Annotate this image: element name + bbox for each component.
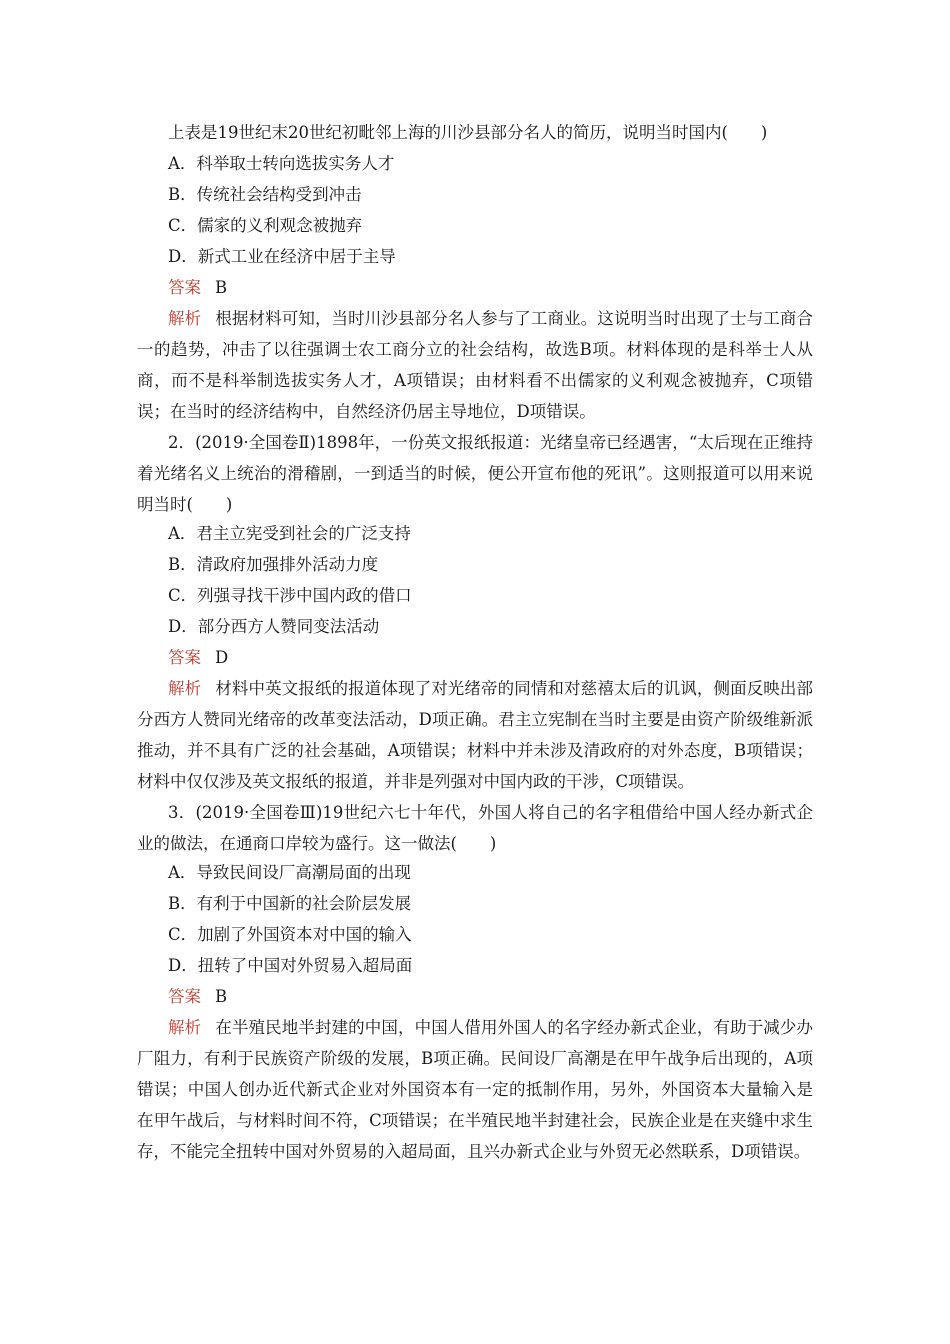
- option-a: A．科举取士转向选拔实务人才: [168, 154, 395, 173]
- analysis-paragraph: [137, 1012, 813, 1167]
- option-d: D．扭转了中国对外贸易入超局面: [168, 956, 413, 975]
- analysis-text: 在半殖民地半封建的中国，中国人借用外国人的名字经办新式企业，有助于减少办厂阻力，有利于民族资产阶级的发展，B项正确。民间设厂高潮是在甲午战争后出现的，A项错误；中国人创办近代新式企业对外国资本有一定的抵制作用，另外，外国资本大量输入是在甲午战后，与材料时间不符，C项错误；在半殖民地半封建社会，民族企业是在夹缝中求生存，不能完全扭转中国对外贸易的入超局面，且兴办新式企业与外贸无必然联系，D项错误。: [137, 1018, 814, 1161]
- option-c: C．儒家的义利观念被抛弃: [168, 216, 363, 235]
- answer-value: B: [215, 987, 228, 1006]
- answer-label: 答案: [168, 648, 201, 667]
- question-stem: 2．(2019·全国卷Ⅱ)1898年，一份英文报纸报道：光绪皇帝已经遇害，“太后现在正维持着光绪名义上统治的滑稽剧，一到适当的时候，便公开宣布他的死讯”。这则报道可以用来说明当时( ): [137, 433, 813, 514]
- option-c: C．列强寻找干涉中国内政的借口: [168, 586, 412, 605]
- analysis-paragraph: [137, 303, 813, 427]
- answer-value: D: [215, 648, 229, 667]
- answer-label: 答案: [168, 987, 201, 1006]
- analysis-text: 材料中英文报纸的报道体现了对光绪帝的同情和对慈禧太后的讥讽，侧面反映出部分西方人赞同光绪帝的改革变法活动，D项正确。君主立宪制在当时主要是由资产阶级维新派推动，并不具有广泛的社会基础，A项错误；材料中并未涉及清政府的对外态度，B项错误；材料中仅仅涉及英文报纸的报道，并非是列强对中国内政的干涉，C项错误。: [137, 679, 814, 791]
- option-b: B．传统社会结构受到冲击: [168, 185, 362, 204]
- question-stem: 3．(2019·全国卷Ⅲ)19世纪六七十年代，外国人将自己的名字租借给中国人经办新式企业的做法，在通商口岸较为盛行。这一做法( ): [137, 803, 813, 853]
- analysis-label: 解析: [168, 309, 202, 328]
- option-a: A．导致民间设厂高潮局面的出现: [168, 863, 411, 882]
- option-b: B．有利于中国新的社会阶层发展: [168, 894, 412, 913]
- option-b: B．清政府加强排外活动力度: [168, 555, 379, 574]
- question-stem: 上表是19世纪末20世纪初毗邻上海的川沙县部分名人的简历，说明当时国内( ): [168, 123, 768, 142]
- option-d: D．新式工业在经济中居于主导: [168, 247, 396, 266]
- answer-row: [168, 986, 227, 1008]
- option-c: C．加剧了外国资本对中国的输入: [168, 925, 412, 944]
- option-d: D．部分西方人赞同变法活动: [168, 617, 380, 636]
- answer-value: B: [215, 278, 228, 297]
- analysis-label: 解析: [168, 679, 202, 698]
- answer-row: [168, 647, 228, 669]
- option-a: A．君主立宪受到社会的广泛支持: [168, 524, 411, 543]
- analysis-text: 根据材料可知，当时川沙县部分名人参与了工商业。这说明当时出现了士与工商合一的趋势，冲击了以往强调士农工商分立的社会结构，故选B项。材料体现的是科举士人从商，而不是科举制选拔实务人才，A项错误；由材料看不出儒家的义利观念被抛弃，C项错误；在当时的经济结构中，自然经济仍居主导地位，D项错误。: [137, 309, 814, 421]
- analysis-label: 解析: [168, 1018, 202, 1037]
- answer-row: [168, 277, 227, 299]
- answer-label: 答案: [168, 278, 201, 297]
- analysis-paragraph: [137, 673, 813, 797]
